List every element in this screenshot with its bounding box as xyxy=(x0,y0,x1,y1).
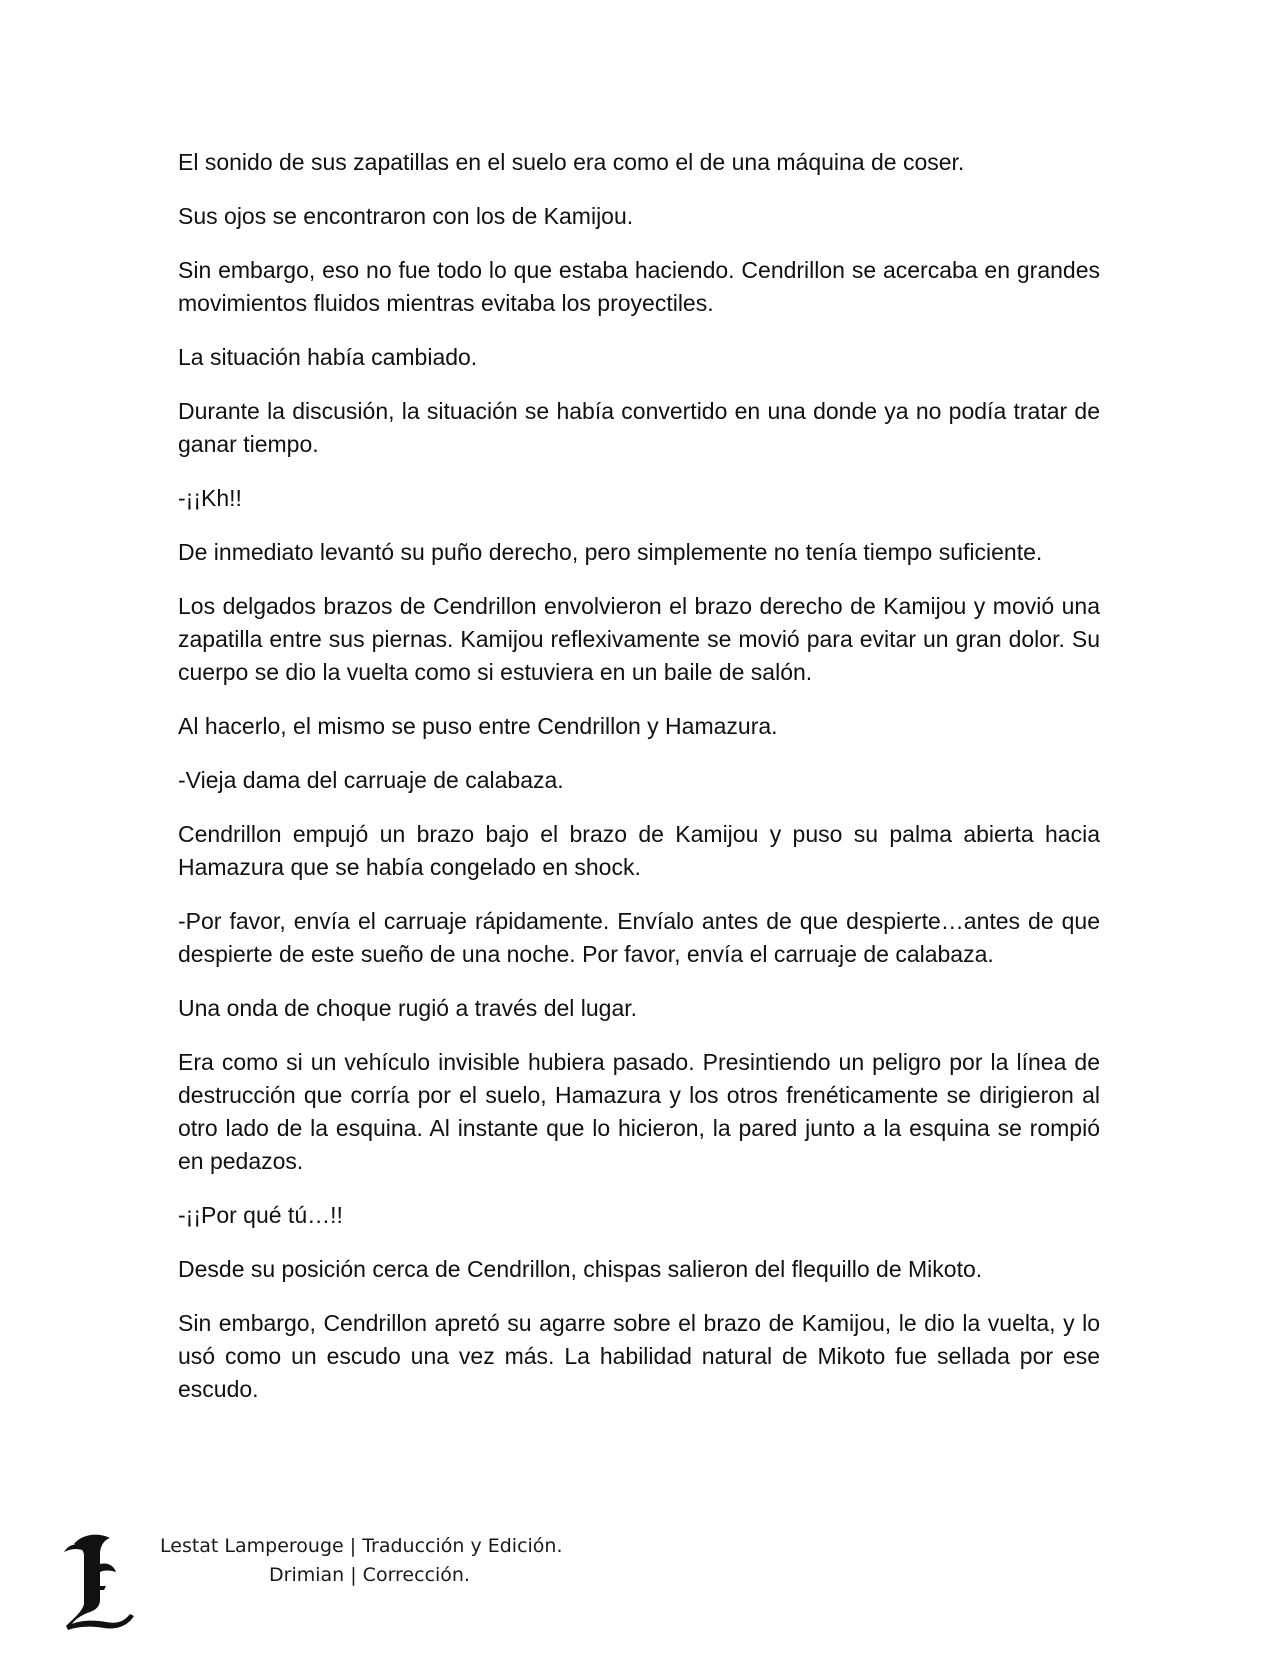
paragraph: -¡¡Kh!! xyxy=(178,485,242,511)
credit-correction: Drimian | Corrección. xyxy=(269,1564,471,1586)
gothic-letter-l-icon xyxy=(60,1530,140,1630)
paragraph: -Por favor, envía el carruaje rápidamente. Envíalo antes de que despierte…antes de que despierte de este sueño de una noche. Por favor, envía el carruaje de calabaza. xyxy=(178,908,1100,967)
paragraph: Sin embargo, eso no fue todo lo que estaba haciendo. Cendrillon se acercaba en grandes movimientos fluidos mientras evitaba los proyectiles. xyxy=(178,257,1100,316)
paragraph: -¡¡Por qué tú…!! xyxy=(178,1202,343,1228)
paragraph: Sus ojos se encontraron con los de Kamijou. xyxy=(178,203,634,229)
paragraph: La situación había cambiado. xyxy=(178,344,478,370)
paragraph: Sin embargo, Cendrillon apretó su agarre sobre el brazo de Kamijou, le dio la vuelta, y lo usó como un escudo una vez más. La habilidad natural de Mikoto fue sellada por ese escudo. xyxy=(178,1310,1100,1402)
credits xyxy=(160,1532,580,1590)
page-body xyxy=(178,146,1100,1427)
paragraph: -Vieja dama del carruaje de calabaza. xyxy=(178,767,564,793)
paragraph: Los delgados brazos de Cendrillon envolvieron el brazo derecho de Kamijou y movió una zapatilla entre sus piernas. Kamijou reflexivamente se movió para evitar un gran dolor. Su cuerpo se dio la vuelta como si estuviera en un baile de salón. xyxy=(178,593,1100,685)
paragraph: Una onda de choque rugió a través del lugar. xyxy=(178,995,638,1021)
paragraph: El sonido de sus zapatillas en el suelo era como el de una máquina de coser. xyxy=(178,149,965,175)
paragraph: Durante la discusión, la situación se había convertido en una donde ya no podía tratar de ganar tiempo. xyxy=(178,398,1100,457)
paragraph: Al hacerlo, el mismo se puso entre Cendrillon y Hamazura. xyxy=(178,713,778,739)
page-footer xyxy=(60,1530,760,1630)
paragraph: Cendrillon empujó un brazo bajo el brazo de Kamijou y puso su palma abierta hacia Hamazura que se había congelado en shock. xyxy=(178,821,1100,880)
paragraph: Era como si un vehículo invisible hubiera pasado. Presintiendo un peligro por la línea de destrucción que corría por el suelo, Hamazura y los otros frenéticamente se dirigieron al otro lado de la esquina. Al instante que lo hicieron, la pared junto a la esquina se rompió en pedazos. xyxy=(178,1049,1100,1174)
credit-translation: Lestat Lamperouge | Traducción y Edición. xyxy=(160,1535,563,1557)
paragraph: Desde su posición cerca de Cendrillon, chispas salieron del flequillo de Mikoto. xyxy=(178,1256,983,1282)
paragraph: De inmediato levantó su puño derecho, pero simplemente no tenía tiempo suficiente. xyxy=(178,539,1043,565)
